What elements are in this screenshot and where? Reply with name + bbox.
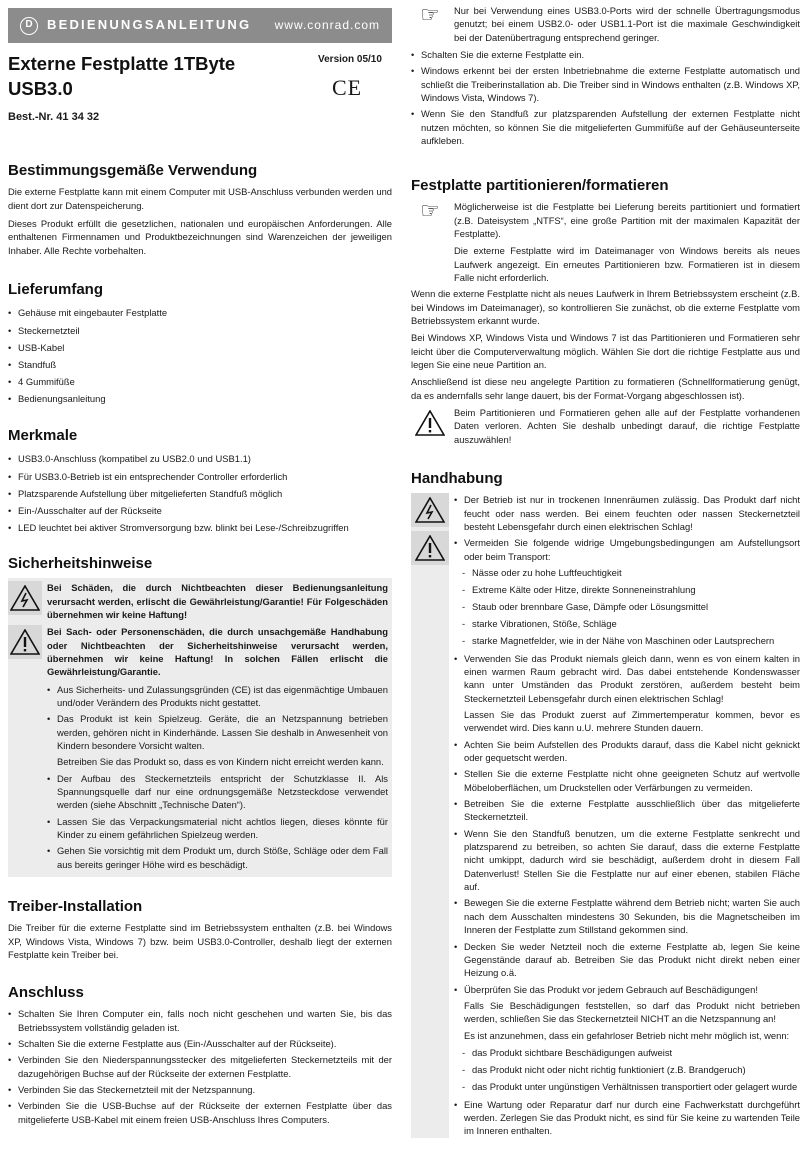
heading-safety: Sicherheitshinweise <box>8 555 153 572</box>
warning-icon <box>411 531 449 565</box>
list-item: • Eine Wartung oder Reparatur darf nur durch eine Fachwerkstatt durchgeführt werden. Zerlegen Sie das Produkt nicht, es sind für Sie keine zu wartenden Teile im Inneren enthalten. <box>454 1098 800 1138</box>
usb-speed-note: Nur bei Verwendung eines USB3.0-Ports wird der schnelle Übertragungsmodus genutzt; bei einem USB2.0- oder USB1.1-Port ist die maximale Geschwindigkeit bei der Datenübertragung entsprechend geringer. <box>454 5 800 43</box>
list-item: • Ein-/Ausschalter auf der Rückseite <box>8 502 392 519</box>
list-item: - das Produkt unter ungünstigen Verhältnissen transportiert oder gelagert wurde <box>462 1079 800 1096</box>
partition-text-2: Bei Windows XP, Windows Vista und Windows 7 ist das Partitionieren und Formatieren sehr leicht über die Computerverwaltung möglich. Wählen Sie dort die richtige Festplatte aus und legen Sie eine neue Partition an. <box>411 332 800 371</box>
pointing-hand-icon: ☞ <box>420 2 440 27</box>
section-safety <box>8 553 392 877</box>
list-item: • Betreiben Sie die externe Festplatte ausschließlich über das mitgelieferte Steckernetzteil. <box>454 797 800 824</box>
heading-handling: Handhabung <box>411 470 503 487</box>
section-connection-cont <box>411 4 800 147</box>
list-item: - Extreme Kälte oder Hitze, direkte Sonneneinstrahlung <box>462 582 800 599</box>
heading-intended-use: Bestimmungsgemäße Verwendung <box>8 162 258 179</box>
heading-partition: Festplatte partitionieren/formatieren <box>411 177 669 194</box>
list-item: • Schalten Sie Ihren Computer ein, falls noch nicht geschehen und warten Sie, bis das Betriebssystem vollständig geladen ist. <box>8 1007 392 1034</box>
handling-list <box>454 493 800 1137</box>
list-item: • Gehäuse mit eingebauter Festplatte <box>8 304 392 321</box>
list-item: • Verbinden Sie den Niederspannungsstecker des mitgelieferten Steckernetzteils mit der dazugehörigen Buchse auf der Rückseite der externen Festplatte. <box>8 1053 392 1080</box>
partition-note-1: Möglicherweise ist die Festplatte bei Lieferung bereits partitioniert und formatiert (z.B. Dateisystem „NTFS“, eine große Partition mit der maximalen Kapazität der Festplatte). <box>454 201 800 239</box>
list-item: - starke Magnetfelder, wie in der Nähe von Maschinen oder Lautsprechern <box>462 633 800 650</box>
conrad-logo: D <box>20 17 38 35</box>
list-item: • Vermeiden Sie folgende widrige Umgebungsbedingungen am Aufstellungsort oder beim Transport: <box>454 536 800 563</box>
section-connection <box>8 982 392 1126</box>
list-item: • Verbinden Sie die USB-Buchse auf der Rückseite der externen Festplatte über das mitgelieferte USB-Kabel mit einem freien USB-Anschluss Ihres Computers. <box>8 1099 392 1126</box>
list-item: • Achten Sie beim Aufstellen des Produkts darauf, dass die Kabel nicht geknickt oder gequetscht werden. <box>454 738 800 765</box>
list-item: • Standfuß <box>8 356 392 373</box>
list-item: - das Produkt sichtbare Beschädigungen aufweist <box>462 1045 800 1062</box>
gray-sidebar <box>411 569 449 1137</box>
compliance-text: Dieses Produkt erfüllt die gesetzlichen, nationalen und europäischen Anforderungen. Alle enthaltenen Firmennamen und Produktbezeichnungen sind Warenzeichen der jeweiligen Inhaber. Alle Rechte vorbehalten. <box>8 217 392 256</box>
order-number: Best.-Nr. 41 34 32 <box>8 111 100 123</box>
list-item: - Nässe oder zu hohe Luftfeuchtigkeit <box>462 565 800 582</box>
pointing-hand-icon: ☞ <box>420 198 440 224</box>
damage-note: Falls Sie Beschädigungen feststellen, so darf das Produkt nicht betrieben werden, schließen Sie das Steckernetzteil NICHT an die Netzspannung an! <box>464 999 800 1025</box>
connection-list <box>8 1007 392 1126</box>
list-item: • Bewegen Sie die externe Festplatte während dem Betrieb nicht; warten Sie auch nach dem Ausschalten mindestens 30 Sekunden, bis die Magnetscheiben im Inneren der Festplatte zum Stillstand gekommen sind. <box>454 896 800 936</box>
section-delivery <box>8 279 392 408</box>
list-item: • Das Produkt ist kein Spielzeug. Geräte, die an Netzspannung betrieben werden, gehören nicht in Kinderhände. Lassen Sie deshalb in Anwesenheit von Kindern besondere Vorsicht walten. <box>47 712 388 752</box>
damage-intro: Es ist anzunehmen, dass ein gefahrloser Betrieb nicht mehr möglich ist, wenn: <box>464 1029 790 1041</box>
section-driver <box>8 896 392 961</box>
electric-hazard-icon <box>411 493 449 527</box>
heading-features: Merkmale <box>8 427 78 444</box>
list-item: • Überprüfen Sie das Produkt vor jedem Gebrauch auf Beschädigungen! <box>454 983 800 996</box>
electric-hazard-icon <box>8 581 42 615</box>
list-item: • LED leuchtet bei aktiver Stromversorgung bzw. blinkt bei Lese-/Schreibzugriffen <box>8 519 392 536</box>
partition-note-2: Die externe Festplatte wird im Dateimanager von Windows bereits als neues Laufwerk angezeigt. Ein erneutes Partitionieren bzw. Formatieren ist in diesem Falle nicht erforderlich. <box>454 245 800 284</box>
header-banner <box>8 8 392 43</box>
list-item: • Gehen Sie vorsichtig mit dem Produkt um, durch Stöße, Schläge oder dem Fall aus bereits geringer Höhe wird es beschädigt. <box>47 844 388 871</box>
version-label: Version 05/10 <box>318 54 382 65</box>
list-item: - das Produkt nicht oder nicht richtig funktioniert (z.B. Brandgeruch) <box>462 1062 800 1079</box>
safety-warning-2: Bei Sach- oder Personenschäden, die durch unsachgemäße Handhabung oder Nichtbeachten der Sicherheitshinweise verursacht werden, übernehmen wir keine Haftung! In solchen Fällen erlischt die Gewährleistung/Garantie. <box>47 626 388 678</box>
driver-text: Die Treiber für die externe Festplatte sind im Betriebssystem enthalten (z.B. bei Windows XP, Windows Vista, Windows 7) bzw. beim USB3.0-Controller, deshalb liegt der externen Festplatte kein Treiber bei. <box>8 922 392 960</box>
handling-note: Lassen Sie das Produkt zuerst auf Zimmertemperatur kommen, bevor es verwendet wird. Dies kann u.U. mehrere Stunden dauern. <box>464 709 800 734</box>
heading-connection: Anschluss <box>8 984 84 1001</box>
website-link[interactable]: www.conrad.com <box>274 17 380 32</box>
ce-mark: CE <box>332 75 363 100</box>
safety-note: Betreiben Sie das Produkt so, dass es von Kindern nicht erreicht werden kann. <box>57 756 384 768</box>
brand-title: BEDIENUNGSANLEITUNG <box>47 17 252 33</box>
list-item: • Stellen Sie die externe Festplatte nicht ohne geeigneten Schutz auf wertvolle Möbeloberflächen, um Druckstellen oder Verfärbungen zu vermeiden. <box>454 767 800 794</box>
partition-text-3: Anschließend ist diese neu angelegte Partition zu formatieren (Schnellformatierung genügt, da es andernfalls sehr lange dauert, bis der Format-Vorgang abgeschlossen ist). <box>411 376 800 401</box>
delivery-list <box>8 304 392 407</box>
section-intended-use <box>8 160 392 257</box>
section-features <box>8 425 392 536</box>
section-handling <box>411 468 800 1138</box>
features-list <box>8 450 392 536</box>
list-item: - Staub oder brennbare Gase, Dämpfe oder Lösungsmittel <box>462 599 800 616</box>
list-item: • 4 Gummifüße <box>8 373 392 390</box>
list-item: • Aus Sicherheits- und Zulassungsgründen (CE) ist das eigenmächtige Umbauen und/oder Verändern des Produkts nicht gestattet. <box>47 683 388 710</box>
list-item: • Für USB3.0-Betrieb ist ein entsprechender Controller erforderlich <box>8 468 392 485</box>
data-loss-warning: Beim Partitionieren und Formatieren gehen alle auf der Festplatte vorhandenen Daten verloren. Achten Sie deshalb unbedingt darauf, die richtige Festplatte auszuwählen! <box>454 407 800 445</box>
list-item: • Decken Sie weder Netzteil noch die externe Festplatte ab, legen Sie keine Gegenstände darauf ab. Betreiben Sie das Produkt nicht direkt neben einer Heizung o.ä. <box>454 940 800 980</box>
product-title: Externe Festplatte 1TByte USB3.0 <box>8 53 236 99</box>
list-item: • Steckernetzteil <box>8 322 392 339</box>
section-partition <box>411 175 800 446</box>
list-item: • Lassen Sie das Verpackungsmaterial nicht achtlos liegen, dieses könnte für Kinder zu einem gefährlichen Spielzeug werden. <box>47 815 388 842</box>
heading-delivery: Lieferumfang <box>8 281 104 298</box>
safety-warning-1: Bei Schäden, die durch Nichtbeachten dieser Bedienungsanleitung verursacht werden, erlischt die Gewährleistung/Garantie! Für Folgeschäden übernehmen wir keine Haftung! <box>47 582 388 620</box>
list-item: • Wenn Sie den Standfuß benutzen, um die externe Festplatte senkrecht und platzsparend zu betreiben, so achten Sie darauf, dass die externe Festplatte nicht umkippt, dadurch wird sie beschädigt, außerdem droht in diesem Fall Datenverlust! Stellen Sie die Festplatte nur auf einer ebenen, stabilen Fläche auf. <box>454 827 800 894</box>
list-item: • Verwenden Sie das Produkt niemals gleich dann, wenn es von einem kalten in einen warmen Raum gebracht wird. Das dabei entstehende Kondenswasser kann unter Umständen das Produkt zerstören, außerdem besteht beim Steckernetzteil Lebensgefahr durch einen elektrischen Schlag! <box>454 652 800 705</box>
warning-icon <box>8 625 42 659</box>
list-item: • Bedienungsanleitung <box>8 390 392 407</box>
list-item: • Der Betrieb ist nur in trockenen Innenräumen zulässig. Das Produkt darf nicht feucht oder nass werden. Bei einem feuchten oder nassen Steckernetzteil besteht Lebensgefahr durch einen elektrischen Schlag! <box>454 493 800 533</box>
list-item: • USB3.0-Anschluss (kompatibel zu USB2.0 und USB1.1) <box>8 450 392 467</box>
list-item: • Schalten Sie die externe Festplatte aus (Ein-/Ausschalter auf der Rückseite). <box>8 1037 392 1050</box>
list-item: • Platzsparende Aufstellung über mitgelieferten Standfuß möglich <box>8 485 392 502</box>
partition-text-1: Wenn die externe Festplatte nicht als neues Laufwerk in Ihrem Betriebssystem erscheint (z.B. bei Windows im Dateimanager), so kontrollieren Sie zunächst, ob die externe Festplatte vom Betriebssystem erkannt wurde. <box>411 288 800 327</box>
warning-icon <box>411 406 449 440</box>
list-item: • Der Aufbau des Steckernetzteils entspricht der Schutzklasse II. Als Spannungsquelle darf nur eine ordnungsgemäße Netzsteckdose verwendet werden (siehe Abschnitt „Technische Daten“). <box>47 772 388 812</box>
intended-use-text: Die externe Festplatte kann mit einem Computer mit USB-Anschluss verbunden werden und dient dort zur Datenspeicherung. <box>8 186 392 211</box>
list-item: • Wenn Sie den Standfuß zur platzsparenden Aufstellung der externen Festplatte nicht nutzen möchten, so können Sie die mitgelieferten Gummifüße auf der Gehäuseunterseite aufkleben. <box>411 107 800 147</box>
heading-driver: Treiber-Installation <box>8 898 143 915</box>
list-item: • USB-Kabel <box>8 339 392 356</box>
list-item: • Verbinden Sie das Steckernetzteil mit der Netzspannung. <box>8 1083 392 1096</box>
list-item: • Windows erkennt bei der ersten Inbetriebnahme die externe Festplatte automatisch und schließt die Treiberinstallation ab. Die Treiber sind in Windows enthalten (z.B. Windows XP, Windows Vista, Windows 7). <box>411 64 800 104</box>
list-item: • Schalten Sie die externe Festplatte ein. <box>411 48 800 61</box>
list-item: - starke Vibrationen, Stöße, Schläge <box>462 616 800 633</box>
